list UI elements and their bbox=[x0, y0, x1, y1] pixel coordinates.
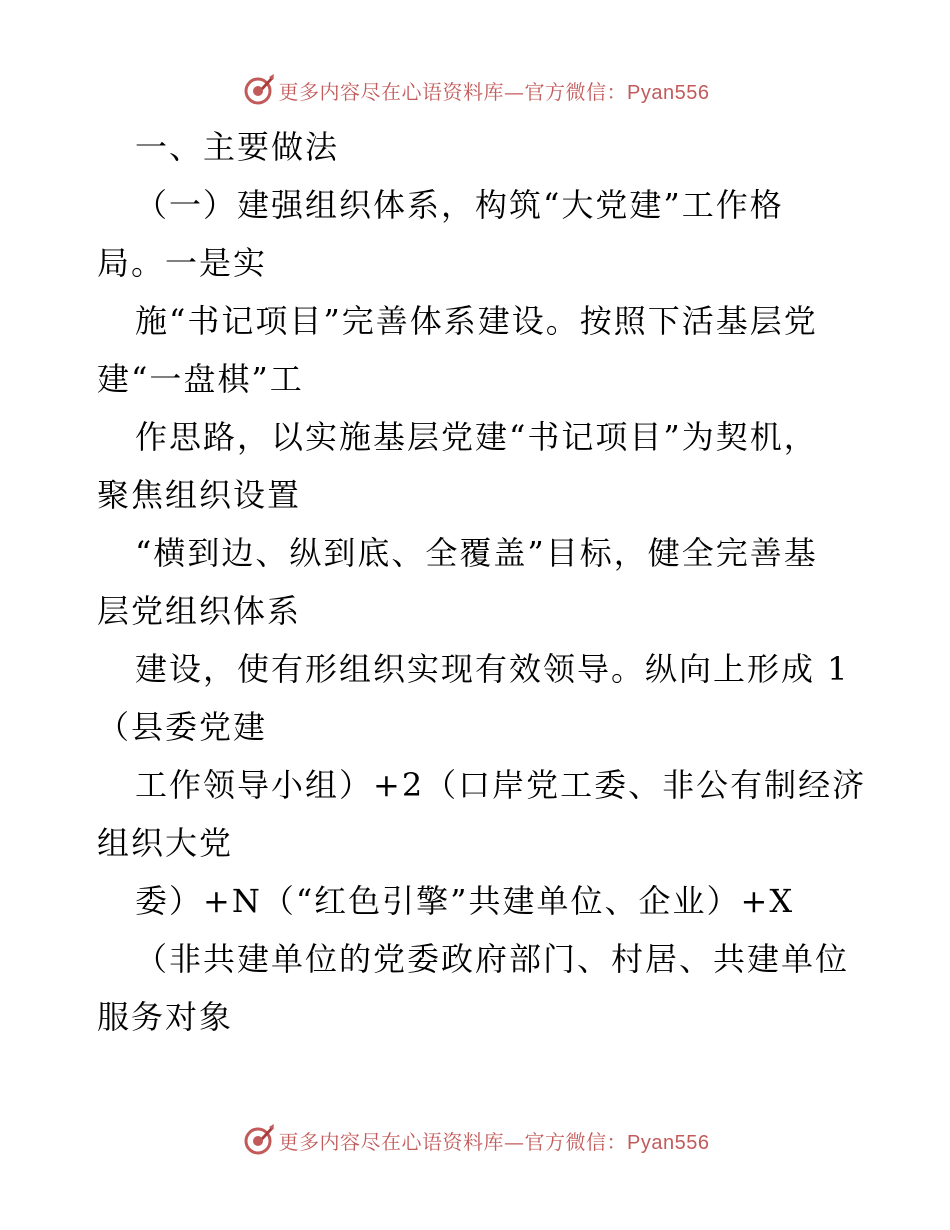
body-line: 局。一是实 bbox=[97, 244, 268, 282]
watermark-text: 更多内容尽在心语资料库—官方微信： bbox=[278, 1129, 628, 1154]
body-line: 委）+N（“红色引擎”共建单位、企业）+X bbox=[135, 882, 795, 920]
brand-logo-icon bbox=[241, 73, 275, 107]
body-line: 作思路，以实施基层党建“书记项目”为契机， bbox=[135, 418, 818, 456]
watermark-text: 更多内容尽在心语资料库—官方微信： bbox=[278, 79, 628, 104]
body-line: 一、主要做法 bbox=[135, 128, 340, 166]
body-line: 聚焦组织设置 bbox=[97, 476, 302, 514]
body-line: 层党组织体系 bbox=[97, 592, 302, 630]
body-line: （县委党建 bbox=[97, 708, 268, 746]
body-line: 建“一盘棋”工 bbox=[97, 360, 304, 398]
body-line: 施“书记项目”完善体系建设。按照下活基层党 bbox=[135, 302, 818, 340]
footer-watermark bbox=[0, 1120, 950, 1160]
watermark-id: Pyan556 bbox=[627, 1131, 710, 1154]
body-line: （一）建强组织体系，构筑“大党建”工作格 bbox=[135, 186, 784, 224]
watermark-id: Pyan556 bbox=[627, 81, 710, 104]
body-line: 工作领导小组）+2（口岸党工委、非公有制经济 bbox=[135, 766, 867, 804]
header-watermark bbox=[0, 70, 950, 110]
body-line: “横到边、纵到底、全覆盖”目标，健全完善基 bbox=[135, 534, 818, 572]
document-body bbox=[97, 118, 867, 1046]
body-line: 建设，使有形组织实现有效领导。纵向上形成 1 bbox=[135, 650, 850, 688]
body-line: 服务对象 bbox=[97, 998, 234, 1036]
body-line: （非共建单位的党委政府部门、村居、共建单位 bbox=[135, 940, 850, 978]
brand-logo-icon bbox=[241, 1123, 275, 1157]
body-line: 组织大党 bbox=[97, 824, 234, 862]
